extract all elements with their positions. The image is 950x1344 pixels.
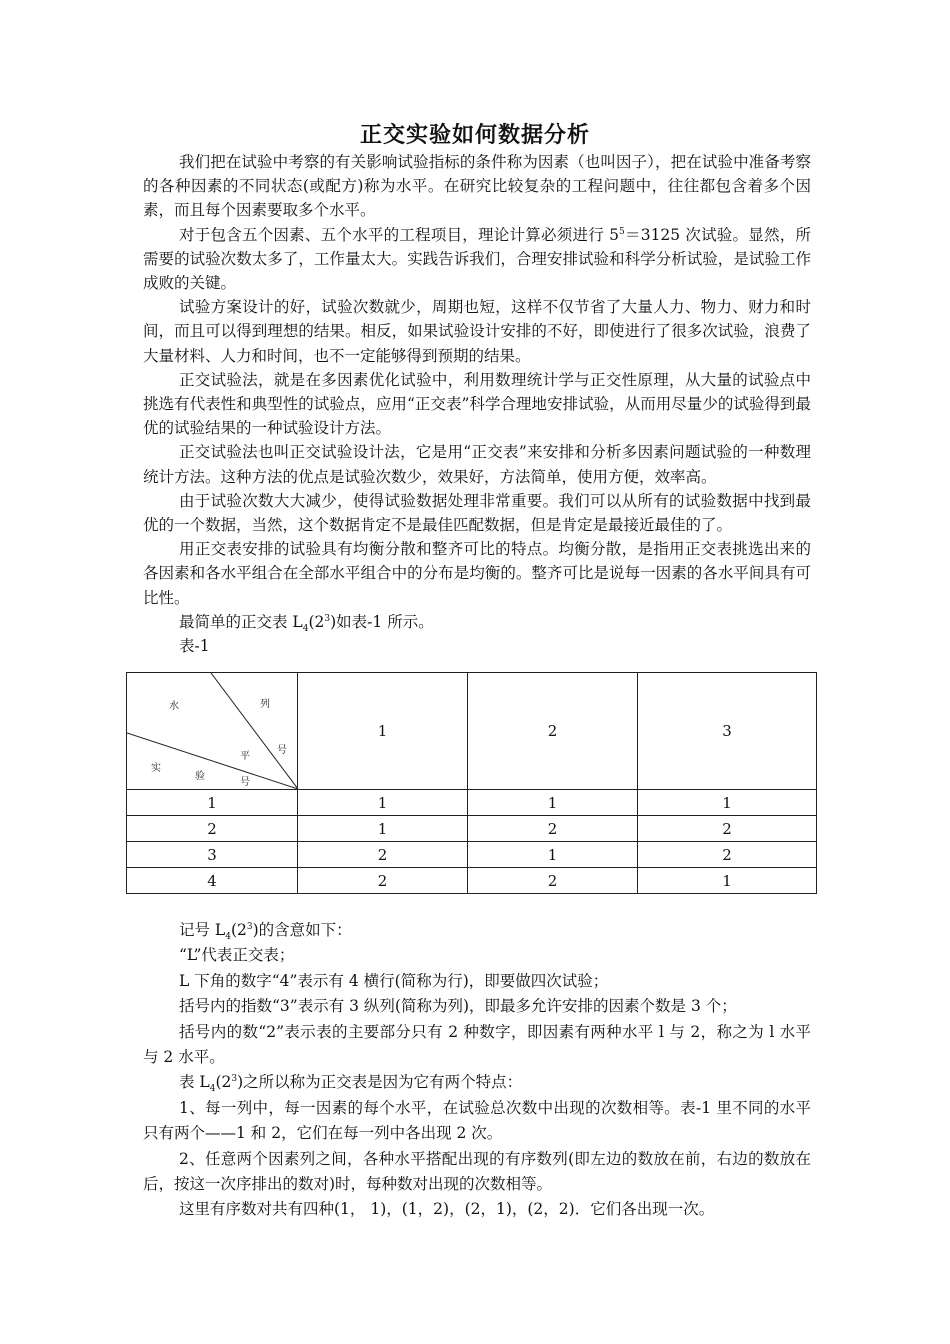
diagonal-header-cell <box>127 673 298 790</box>
table-cell: 1 <box>298 816 468 842</box>
pairs-line: 这里有序数对共有四种(1， 1)，(1，2)，(2，1)，(2，2)．它们各出现一次。 <box>179 1200 715 1219</box>
paragraph-7: 用正交表安排的试验具有均衡分散和整齐可比的特点。均衡分散，是指用正交表挑选出来的各因素和各水平组合在全部水平组合中的分布是均衡的。整齐可比是说每一因素的各水平间具有可比性。 <box>143 540 811 607</box>
paragraph-2-exponent: 5 <box>619 226 625 237</box>
paragraph-2-after: ＝3125 次试验。显然，所需要的试验次数太多了，工作量太大。实践告诉我们，合理安排试验和科学分析试验，是试验工作成败的关键。 <box>143 225 812 293</box>
table-caption: 表-1 <box>179 637 210 656</box>
table-row <box>127 842 817 868</box>
table-cell: 1 <box>468 790 638 816</box>
table-cell: 2 <box>298 842 468 868</box>
why-after: )之所以称为正交表是因为它有两个特点： <box>237 1073 523 1092</box>
notation-sub: 4 <box>225 932 231 943</box>
paragraph-5: 正交试验法也叫正交试验设计法，它是用“正交表”来安排和分析多因素问题试验的一种数理统计方法。这种方法的优点是试验次数少，效果好，方法简单，使用方便，效率高。 <box>143 443 811 486</box>
table-row <box>127 790 817 816</box>
paragraph-6: 由于试验次数大大减少，使得试验数据处理非常重要。我们可以从所有的试验数据中找到最优的一个数据，当然，这个数据肯定不是最佳匹配数据，但是肯定是最接近最佳的了。 <box>143 491 811 535</box>
notation-before: 记号 L <box>179 921 226 939</box>
row-number: 3 <box>127 842 298 868</box>
column-header-2: 2 <box>468 673 638 790</box>
table-cell: 1 <box>468 842 638 868</box>
line-2: 括号内的数“2”表示表的主要部分只有 2 种数字，即因素有两种水平 l 与 2，称之为 l 水平与 2 水平。 <box>143 1022 811 1067</box>
notation-line <box>143 918 811 943</box>
orthogonal-table-wrap <box>126 672 816 894</box>
table-cell: 2 <box>298 868 468 894</box>
table-cell: 2 <box>638 842 817 868</box>
why-sub: 4 <box>209 1084 216 1095</box>
row-number: 1 <box>127 790 298 816</box>
simplest-before: 最简单的正交表 L <box>179 612 303 631</box>
table-row <box>127 868 817 894</box>
simplest-sub: 4 <box>302 623 309 634</box>
notation-sup: 3 <box>246 921 253 932</box>
table-cell: 1 <box>298 790 468 816</box>
notation-mid: (2 <box>230 921 247 939</box>
why-before: 表 L <box>179 1073 210 1092</box>
paragraph-3: 试验方案设计的好，试验次数就少，周期也短，这样不仅节省了大量人力、物力、财力和时间，而且可以得到理想的结果。相反，如果试验设计安排的不好，即使进行了很多次试验，浪费了大量材料、人力和时间，也不一定能够得到预期的结果。 <box>143 298 811 365</box>
table-cell: 1 <box>638 790 817 816</box>
paragraph-1: 我们把在试验中考察的有关影响试验指标的条件称为因素（也叫因子），把在试验中准备考察的各种因素的不同状态(或配方)称为水平。在研究比较复杂的工程问题中，往往都包含着多个因素，而且每个因素要取多个水平。 <box>143 153 811 220</box>
paragraph-4: 正交试验法，就是在多因素优化试验中，利用数理统计学与正交性原理，从大量的试验点中挑选有代表性和典型性的试验点，应用“正交表”科学合理地安排试验，从而用尽量少的试验得到最优的试验结果的一种试验设计方法。 <box>143 370 811 438</box>
line-3: 括号内的指数“3”表示有 3 纵列(简称为列)，即最多允许安排的因素个数是 3 个； <box>179 997 737 1016</box>
table-row <box>127 816 817 842</box>
label-hao-top: 号 <box>277 745 287 756</box>
simplest-sup: 3 <box>324 613 331 624</box>
label-lie: 列 <box>260 699 270 710</box>
why-line <box>143 1070 811 1095</box>
simplest-mid: (2 <box>308 612 325 631</box>
why-mid: (2 <box>215 1073 232 1092</box>
label-yan: 验 <box>195 771 205 782</box>
paragraph-2 <box>143 223 811 296</box>
paragraph-2-before: 对于包含五个因素、五个水平的工程项目，理论计算必须进行 5 <box>179 225 619 244</box>
table-cell: 2 <box>468 868 638 894</box>
intro-body <box>143 150 811 658</box>
page-title: 正交实验如何数据分析 <box>359 123 590 148</box>
column-header-3: 3 <box>638 673 817 790</box>
label-shui: 水 <box>169 701 179 712</box>
after-table-body <box>143 918 811 1223</box>
label-hao-bottom: 号 <box>240 777 250 788</box>
why-sup: 3 <box>231 1074 238 1085</box>
table-cell: 2 <box>638 816 817 842</box>
label-ping: 平 <box>240 751 250 762</box>
table-cell: 2 <box>468 816 638 842</box>
line-4: L 下角的数字“4”表示有 4 横行(简称为行)，即要做四次试验； <box>179 971 609 990</box>
row-number: 4 <box>127 868 298 894</box>
line-L: “L”代表正交表； <box>179 946 295 965</box>
orthogonal-table <box>126 672 817 894</box>
feature-1: 1、每一列中，每一因素的每个水平，在试验总次数中出现的次数相等。表-1 里不同的水平只有两个——1 和 2，它们在每一列中各出现 2 次。 <box>143 1098 811 1143</box>
table-cell: 1 <box>638 868 817 894</box>
notation-after: )的含意如下： <box>252 921 352 939</box>
column-header-1: 1 <box>298 673 468 790</box>
table-header-row <box>127 673 817 790</box>
simplest-table-sentence <box>143 610 811 634</box>
simplest-after: )如表-1 所示。 <box>330 612 434 631</box>
label-shi: 实 <box>151 763 161 774</box>
row-number: 2 <box>127 816 298 842</box>
feature-2: 2、任意两个因素列之间，各种水平搭配出现的有序数列(即左边的数放在前，右边的数放在后，按这一次序排出的数对)时，每种数对出现的次数相等。 <box>143 1149 811 1194</box>
